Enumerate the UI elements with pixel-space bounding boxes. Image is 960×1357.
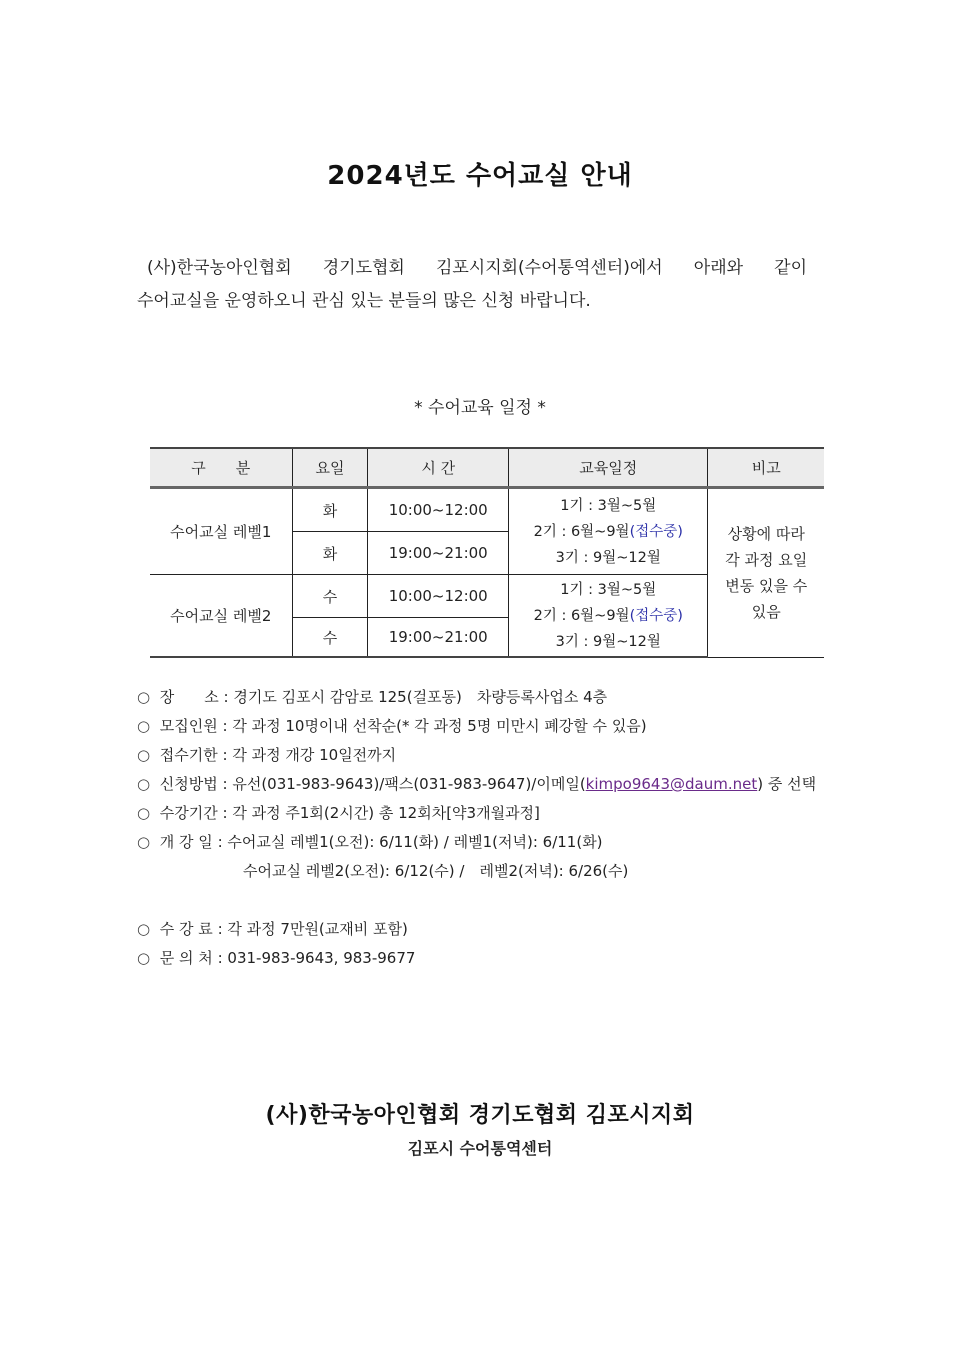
circle-bullet-icon: ○: [137, 688, 151, 706]
info-contact: ○ 문 의 처 : 031-983-9643, 983-9677: [137, 944, 837, 973]
header-day: 요일: [292, 448, 368, 488]
intro-line-2: 수어교실을 운영하오니 관심 있는 분들의 많은 신청 바랍니다.: [137, 291, 591, 311]
info-opening: ○ 개 강 일 : 수어교실 레벨1(오전): 6/11(화) / 레벨1(저녁): 6/11(화): [137, 828, 837, 857]
time-cell: 19:00~21:00: [368, 532, 509, 575]
header-note: 비고: [708, 448, 824, 488]
schedule-title: * 수어교육 일정 *: [414, 398, 546, 418]
term-item: 2기 : 6월~9월(접수중): [533, 607, 683, 624]
term-item: 2기 : 6월~9월(접수중): [533, 523, 683, 540]
header-time: 시 간: [368, 448, 509, 488]
circle-bullet-icon: ○: [137, 775, 151, 793]
intro-line-1: (사)한국농아인협회 경기도협회 김포시지회(수어통역센터)에서 아래와 같이: [147, 258, 807, 278]
info-list: [137, 683, 837, 973]
info-apply: ○ 신청방법 : 유선(031-983-9643)/팩스(031-983-9647)/이메일(kimpo9643@daum.net) 중 선택: [137, 770, 837, 799]
circle-bullet-icon: ○: [137, 717, 151, 735]
footer-center: 김포시 수어통역센터: [407, 1139, 553, 1158]
accepting-badge: (접수중): [629, 523, 683, 540]
note-cell: 상황에 따라 각 과정 요일 변동 있을 수 있음: [708, 488, 824, 658]
table-row: [150, 488, 824, 532]
accepting-badge: (접수중): [629, 607, 683, 624]
day-cell: 화: [292, 532, 368, 575]
info-recruit: ○ 모집인원 : 각 과정 10명이내 선착순(* 각 과정 5명 미만시 폐강할 수 있음): [137, 712, 837, 741]
term-item: 1기 : 3월~5월: [560, 581, 657, 598]
circle-bullet-icon: ○: [137, 833, 151, 851]
info-duration: ○ 수강기간 : 각 과정 주1회(2시간) 총 12회차[약3개월과정]: [137, 799, 837, 828]
term-item: 3기 : 9월~12월: [555, 633, 661, 650]
footer-org: (사)한국농아인협회 경기도협회 김포시지회: [265, 1103, 695, 1128]
day-cell: 수: [292, 618, 368, 658]
info-fee: ○ 수 강 료 : 각 과정 7만원(교재비 포함): [137, 915, 837, 944]
page-title: 2024년도 수어교실 안내: [327, 161, 633, 191]
table-header-row: [150, 448, 824, 488]
header-schedule: 교육일정: [509, 448, 708, 488]
info-place: ○ 장 소 : 경기도 김포시 감암로 125(걸포동) 차량등록사업소 4층: [137, 683, 837, 712]
day-cell: 화: [292, 488, 368, 532]
schedule-table: [150, 447, 824, 658]
circle-bullet-icon: ○: [137, 746, 151, 764]
term-schedule: [509, 575, 708, 658]
email-link[interactable]: kimpo9643@daum.net: [585, 775, 758, 793]
info-opening-cont: 수어교실 레벨2(오전): 6/12(수) / 레벨2(저녁): 6/26(수): [243, 862, 629, 880]
term-item: 1기 : 3월~5월: [560, 497, 657, 514]
time-cell: 19:00~21:00: [368, 618, 509, 658]
header-category: 구 분: [150, 448, 292, 488]
intro-paragraph: [137, 252, 807, 318]
course-name: 수어교실 레벨1: [150, 488, 292, 575]
term-item: 3기 : 9월~12월: [555, 549, 661, 566]
time-cell: 10:00~12:00: [368, 488, 509, 532]
circle-bullet-icon: ○: [137, 920, 151, 938]
circle-bullet-icon: ○: [137, 949, 151, 967]
course-name: 수어교실 레벨2: [150, 575, 292, 658]
time-cell: 10:00~12:00: [368, 575, 509, 618]
day-cell: 수: [292, 575, 368, 618]
circle-bullet-icon: ○: [137, 804, 151, 822]
info-deadline: ○ 접수기한 : 각 과정 개강 10일전까지: [137, 741, 837, 770]
term-schedule: [509, 488, 708, 575]
